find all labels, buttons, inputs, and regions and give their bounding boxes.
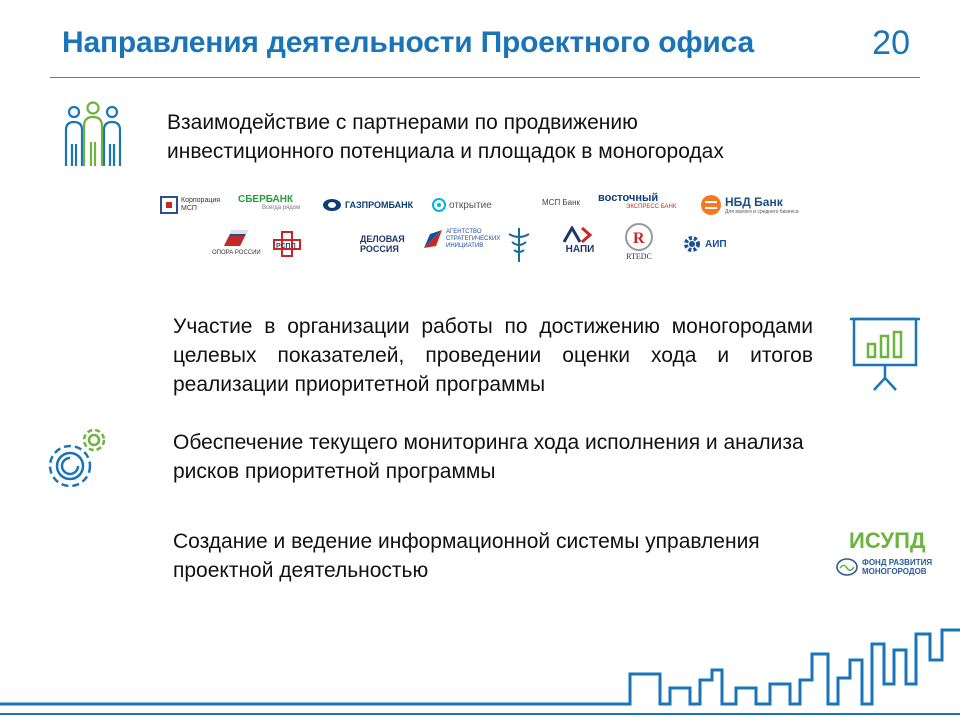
- logo-gazprombank: [322, 198, 413, 212]
- logo-label: Корпорация МСП: [181, 197, 221, 212]
- gears-icon: [44, 420, 116, 492]
- item-targets-text: Участие в организации работы по достижению моногородами целевых показателей, проведении оценки хода и итогов реализации приоритетной программы: [173, 315, 813, 396]
- partner-logos: [160, 188, 800, 268]
- isupd-label: ИСУПД: [849, 528, 926, 553]
- logo-msp-bank: [542, 198, 580, 207]
- nbd-icon: [700, 194, 722, 216]
- logo-asi: [422, 228, 506, 250]
- logo-delovaya-rossiya: [318, 234, 406, 254]
- logo-otkritie: [432, 198, 492, 212]
- logo-rspp: [272, 230, 304, 258]
- city-skyline-decoration: [0, 620, 960, 720]
- logo-label: RTEDC: [626, 252, 652, 261]
- fund-line1: ФОНД РАЗВИТИЯ: [862, 558, 933, 567]
- opora-flag-icon: [222, 226, 250, 250]
- page-number: 20: [872, 24, 910, 62]
- logo-nbd-bank: [700, 194, 799, 216]
- aip-gear-icon: [682, 234, 702, 254]
- logo-label: открытие: [449, 199, 492, 211]
- logo-sub: Всегда рядом: [262, 205, 301, 211]
- logo-sub: Для малого и среднего бизнеса: [725, 209, 799, 215]
- logo-vostochny: [598, 192, 676, 210]
- fund-text: [862, 558, 932, 576]
- msp-corp-icon: [160, 196, 178, 214]
- logo-rtedc: [624, 222, 654, 261]
- logo-napi: [560, 226, 600, 255]
- asi-arrow-icon: [422, 228, 444, 250]
- caduceus-icon: [504, 226, 534, 264]
- fund-wave-icon: [836, 558, 858, 576]
- logo-aip: [682, 234, 727, 254]
- item-partners-text: Взаимодействие с партнерами по продвижению инвестиционного потенциала и площадок в моногородах: [167, 111, 724, 163]
- logo-label: НАПИ: [565, 244, 595, 255]
- logo-label: ОПОРА РОССИИ: [212, 250, 261, 256]
- item-monitoring-text: Обеспечение текущего мониторинга хода исполнения и анализа рисков приоритетной программы: [173, 431, 804, 483]
- logo-sberbank: [238, 194, 300, 211]
- svg-text:РСПП: РСПП: [276, 243, 296, 250]
- fund-logo: [836, 558, 932, 576]
- logo-label: НБД Банк: [725, 195, 783, 209]
- rspp-icon: [272, 230, 304, 258]
- logo-label: ГАЗПРОМБАНК: [345, 200, 414, 210]
- napi-icon: [560, 226, 600, 244]
- presentation-chart-icon: [848, 316, 922, 394]
- logo-msp-corp: [160, 196, 221, 214]
- logo-sub: ЭКСПРЕСС БАНК: [626, 204, 677, 210]
- logo-emblem: [504, 226, 534, 264]
- logo-label: ДЕЛОВАЯ РОССИЯ: [360, 234, 405, 254]
- logo-label: АГЕНТСТВО СТРАТЕГИЧЕСКИХ ИНИЦИАТИВ: [446, 228, 501, 249]
- page-title: Направления деятельности Проектного офиса: [62, 26, 754, 59]
- logo-label: АИП: [705, 238, 727, 250]
- svg-text:R: R: [633, 230, 645, 247]
- logo-label: МСП Банк: [542, 198, 581, 207]
- fund-line2: МОНОГОРОДОВ: [862, 567, 927, 576]
- gazprombank-icon: [322, 198, 342, 212]
- logo-label: восточный: [598, 192, 659, 204]
- nbd-text: [725, 195, 799, 215]
- logo-opora: [212, 226, 261, 256]
- rtedc-icon: [624, 222, 654, 252]
- logo-label: СБЕРБАНК: [238, 194, 294, 205]
- people-icon: [62, 100, 124, 170]
- otkritie-icon: [432, 198, 446, 212]
- item-info-system-text: Создание и ведение информационной системы управления проектной деятельностью: [173, 530, 760, 582]
- title-divider: [50, 77, 920, 78]
